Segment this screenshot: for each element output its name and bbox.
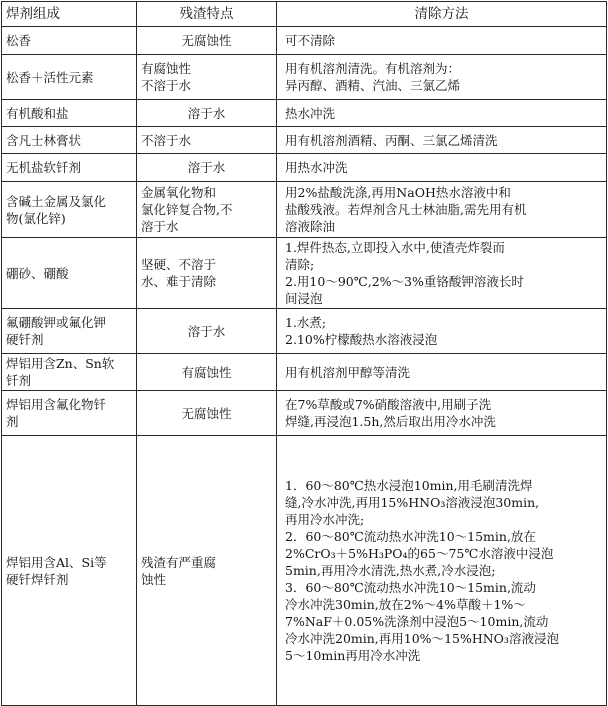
residue-cell xyxy=(137,127,277,154)
method-line: 1．60～80℃热水浸泡10min,用毛刷清洗焊 xyxy=(285,478,533,493)
method-line: 2.用10～90℃,2%～3%重铬酸钾溶液长时 xyxy=(285,274,524,289)
method-line: 用热水冲洗 xyxy=(285,160,348,175)
composition-line: 无机盐软钎剂 xyxy=(6,160,82,175)
composition-cell xyxy=(2,354,137,391)
method-line: 用有机溶剂酒精、丙酮、三氯乙烯清洗 xyxy=(285,132,498,148)
residue-line: 溶于水 xyxy=(141,219,179,234)
residue-line: 无腐蚀性 xyxy=(181,405,232,421)
header-composition: 焊剂组成 xyxy=(2,2,137,27)
residue-line: 水、难于清除 xyxy=(141,274,217,289)
method-line: 冷水冲洗30min,放在2%～4%草酸＋1%～ xyxy=(285,597,526,612)
composition-line: 钎剂 xyxy=(6,373,32,388)
method-line: 热水冲洗 xyxy=(285,105,336,121)
method-line: 间浸泡 xyxy=(285,291,323,306)
residue-cell xyxy=(137,309,277,354)
method-line: 用有机溶剂甲醇等清洗 xyxy=(285,364,411,380)
table-row xyxy=(2,354,607,391)
method-line: 7%NaF＋0.05%洗涤剂中浸泡5～10min,流动 xyxy=(285,614,549,629)
table-row xyxy=(2,154,607,182)
composition-line: 焊铝用含氟化物钎 xyxy=(6,397,107,412)
composition-cell xyxy=(2,436,137,706)
residue-line: 蚀性 xyxy=(141,571,167,587)
composition-cell xyxy=(2,127,137,154)
composition-line: 松香 xyxy=(6,33,32,48)
table-body xyxy=(2,27,607,706)
residue-cell xyxy=(137,27,277,55)
document-page xyxy=(1,1,606,698)
composition-line: 硼砂、硼酸 xyxy=(6,265,69,281)
table-row xyxy=(2,100,607,127)
method-cell xyxy=(277,354,607,391)
residue-line: 金属氧化物和 xyxy=(141,185,217,200)
composition-line: 物(氯化锌) xyxy=(6,210,66,226)
composition-cell xyxy=(2,391,137,436)
method-line: 再用冷水冲洗; xyxy=(285,512,365,527)
method-line: 冷水冲洗20min,再用10%～15%HNO₃溶液浸泡 xyxy=(285,631,559,646)
table-header-row xyxy=(2,2,607,27)
residue-line: 溶于水 xyxy=(187,105,226,121)
composition-line: 剂 xyxy=(6,414,19,429)
method-line: 2．60～80℃流动热水冲洗10～15min,放在 xyxy=(285,529,536,544)
composition-line: 焊铝用含Zn、Sn软 xyxy=(6,356,115,371)
composition-cell xyxy=(2,238,137,309)
table-row xyxy=(2,391,607,436)
residue-cell xyxy=(137,182,277,238)
residue-line: 氯化锌复合物,不 xyxy=(141,202,233,217)
method-cell xyxy=(277,436,607,706)
table-row xyxy=(2,238,607,309)
method-cell xyxy=(277,27,607,55)
composition-line: 焊铝用含Al、Si等 xyxy=(6,554,107,570)
residue-cell xyxy=(137,436,277,706)
residue-cell xyxy=(137,55,277,100)
method-line: 2%CrO₃＋5%H₃PO₄的65～75℃水溶液中浸泡 xyxy=(285,546,554,561)
method-line: 用2%盐酸洗涤,再用NaOH热水溶液中和 xyxy=(285,185,511,200)
method-line: 1.焊件热态,立即投入水中,使渣壳炸裂而 xyxy=(285,240,505,255)
composition-line: 有机酸和盐 xyxy=(6,105,69,121)
table-row xyxy=(2,55,607,100)
composition-line: 氟硼酸钾或氟化钾 xyxy=(6,315,107,330)
header-method: 清除方法 xyxy=(277,2,607,27)
header-residue: 残渣特点 xyxy=(137,2,277,27)
residue-line: 坚硬、不溶于 xyxy=(141,257,217,272)
composition-line: 松香＋活性元素 xyxy=(6,69,94,85)
table-row xyxy=(2,436,607,706)
residue-line: 不溶于水 xyxy=(141,132,192,148)
composition-cell xyxy=(2,27,137,55)
method-line: 缝,冷水冲洗,再用15%HNO₃溶液浸泡30min, xyxy=(285,495,540,510)
table-row xyxy=(2,127,607,154)
composition-line: 含凡士林膏状 xyxy=(6,132,82,148)
composition-line: 含碱土金属及氯化 xyxy=(6,193,107,209)
method-line: 用有机溶剂清洗。有机溶剂为： xyxy=(285,61,461,76)
method-line: 溶液除油 xyxy=(285,219,336,234)
method-cell xyxy=(277,238,607,309)
method-cell xyxy=(277,309,607,354)
method-line: 盐酸残液。若焊剂含凡士林油脂,需先用有机 xyxy=(285,202,527,217)
method-line: 焊缝,再浸泡1.5h,然后取出用冷水冲洗 xyxy=(285,414,496,429)
method-cell xyxy=(277,182,607,238)
composition-line: 硬钎焊钎剂 xyxy=(6,571,69,587)
residue-cell xyxy=(137,154,277,182)
method-line: 在7%草酸或7%硝酸溶液中,用刷子洗 xyxy=(285,397,492,412)
method-cell xyxy=(277,391,607,436)
residue-line: 无腐蚀性 xyxy=(181,33,232,48)
residue-cell xyxy=(137,354,277,391)
composition-line: 硬钎剂 xyxy=(6,332,44,347)
composition-cell xyxy=(2,100,137,127)
method-line: 可不清除 xyxy=(285,33,336,48)
method-line: 异丙醇、酒精、汽油、三氯乙烯 xyxy=(285,78,461,93)
residue-line: 残渣有严重腐 xyxy=(141,554,217,570)
table-row xyxy=(2,27,607,55)
method-cell xyxy=(277,100,607,127)
composition-cell xyxy=(2,309,137,354)
method-line: 2.10%柠檬酸热水溶液浸泡 xyxy=(285,332,438,347)
residue-cell xyxy=(137,391,277,436)
table-row xyxy=(2,182,607,238)
composition-cell xyxy=(2,55,137,100)
method-line: 5～10min再用冷水冲洗 xyxy=(285,648,421,663)
method-cell xyxy=(277,154,607,182)
residue-cell xyxy=(137,238,277,309)
residue-line: 不溶于水 xyxy=(141,78,192,93)
residue-line: 溶于水 xyxy=(187,323,226,339)
method-line: 1.水煮; xyxy=(285,315,327,330)
composition-cell xyxy=(2,154,137,182)
residue-cell xyxy=(137,100,277,127)
method-line: 3．60～80℃流动热水冲洗10～15min,流动 xyxy=(285,580,536,595)
residue-line: 有腐蚀性 xyxy=(181,364,232,380)
method-line: 5min,再用冷水清洗,热水煮,冷水浸泡; xyxy=(285,563,496,578)
method-line: 清除; xyxy=(285,257,315,272)
table-row xyxy=(2,309,607,354)
residue-line: 有腐蚀性 xyxy=(141,61,192,76)
flux-residue-table xyxy=(1,1,607,706)
residue-line: 溶于水 xyxy=(187,160,226,175)
composition-cell xyxy=(2,182,137,238)
method-cell xyxy=(277,55,607,100)
method-cell xyxy=(277,127,607,154)
